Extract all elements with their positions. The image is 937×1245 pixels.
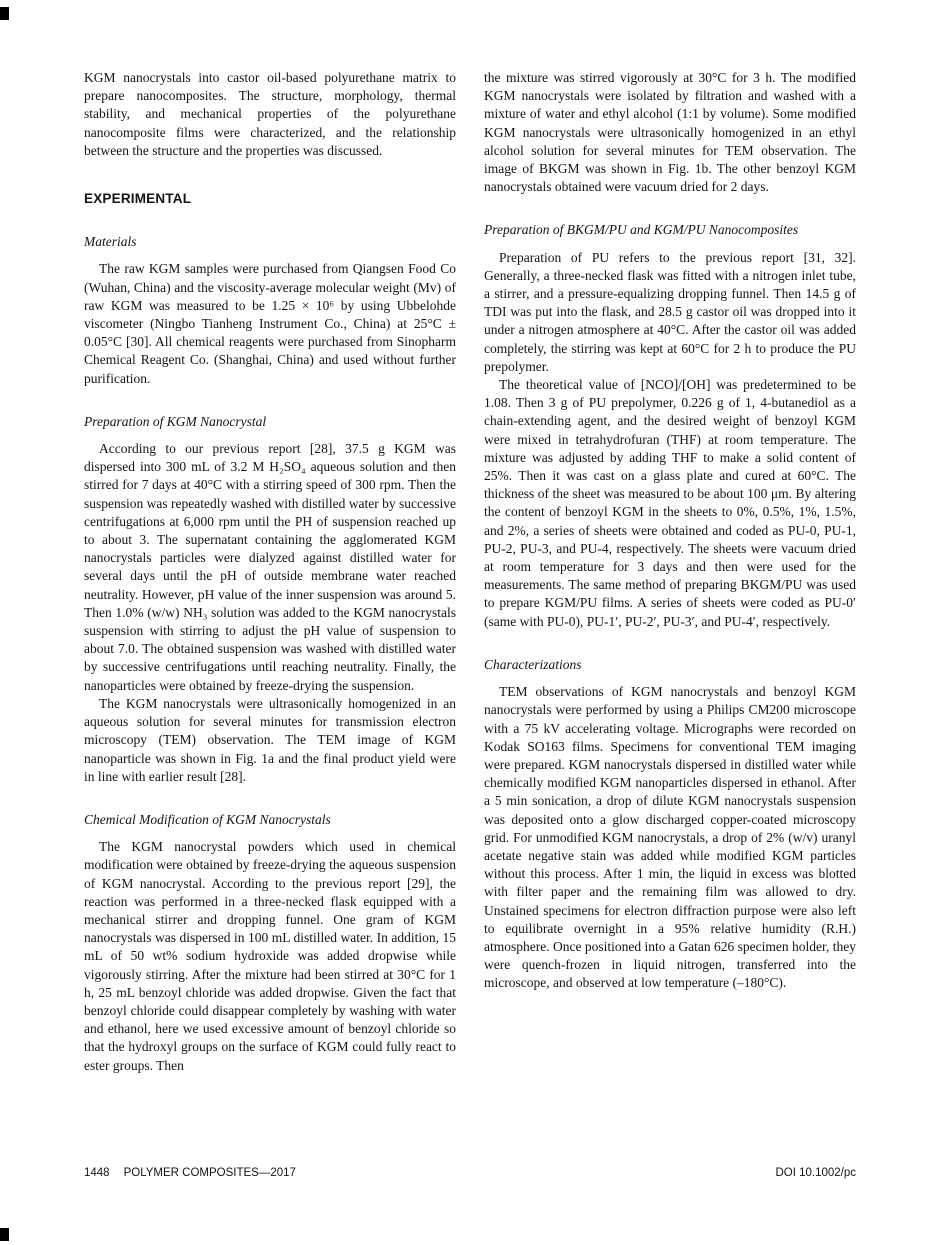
paragraph-sheet-preparation: The theoretical value of [NCO]/[OH] was predetermined to be 1.08. Then 3 g of PU prepolymer, 0.226 g of 1, 4-butanediol as a chain-extending agent, and the desired weight of benzoyl KGM were mixed in tetrahydrofuran (THF) at room temperature. The mixture was adjusted by adding THF to make a solid content of 25%. Then it was cast on a glass plate and cured at 60°C. The thickness of the sheet was measured to be about 100 μm. By altering the content of benzoyl KGM in the sheets to 0%, 0.5%, 1%, 1.5%, and 2%, a series of sheets were obtained and coded as PU-0, PU-1, PU-2, PU-3, and PU-4, respectively. The sheets were vacuum dried at room temperature for 3 days and then were used for the measurements. The same method of preparing BKGM/PU was used to prepare KGM/PU films. A series of sheets were coded as PU-0′ (same with PU-0), PU-1′, PU-2′, PU-3′, and PU-4′, respectively. (484, 377, 856, 629)
doi-label: DOI 10.1002/pc (775, 1167, 856, 1179)
scan-mark-bottom (0, 1228, 9, 1241)
paragraph-intro-continuation: KGM nanocrystals into castor oil-based polyurethane matrix to prepare nanocomposites. The structure, morphology, thermal stability, and mechanical properties of the polyurethane nanocomposite films were characterized, and the relationship between the structure and the properties was discussed. (84, 70, 456, 158)
paragraph-preparation-pu: Preparation of PU refers to the previous report [31, 32]. Generally, a three-necked flask was fitted with a nitrogen inlet tube, a stirrer, and a pressure-equalizing dropping funnel. Then 14.5 g of TDI was put into the flask, and 28.5 g castor oil was dropped into it under a nitrogen atmosphere at 40°C. After the castor oil was added completely, the stirring was kept at 60°C for 2 h to produce the PU prepolymer. (484, 249, 856, 374)
subsection-heading-chemical-modification: Chemical Modification of KGM Nanocrystals (84, 811, 331, 827)
footer-left (84, 1167, 296, 1179)
subsection-heading-preparation-nanocomposites: Preparation of BKGM/PU and KGM/PU Nanocomposites (484, 222, 799, 238)
page-number: 1448 (84, 1167, 110, 1179)
page-body (84, 69, 856, 1075)
paragraph-preparation-kgm-2: The KGM nanocrystals were ultrasonically homogenized in an aqueous solution for several minutes for transmission electron microscopy (TEM) observation. The TEM image of KGM nanoparticle was shown in Fig. 1a and the final product yield were in line with earlier result [28]. (84, 695, 456, 784)
paragraph-chemical-modification: The KGM nanocrystal powders which used in chemical modification were obtained by freeze-drying the aqueous suspension of KGM nanocrystal. According to the previous report [29], the reaction was performed in a three-necked flask equipped with a mechanical stirrer and dropping funnel. One gram of KGM nanocrystals was dispersed in 100 mL distilled water. In addition, 15 mL of 50 wt% sodium hydroxide was added dropwise while vigorously stirring. After the mixture had been stirred at 30°C for 1 h, 25 mL benzoyl chloride was added dropwise. Given the fact that benzoyl chloride could disappear completely by washing with water and ethanol, here we used excessive amount of benzoyl chloride so that the hydroxyl groups on the surface of KGM could fully react to ester groups. Then (84, 839, 456, 1073)
paragraph-materials: The raw KGM samples were purchased from Qiangsen Food Co (Wuhan, China) and the viscosity-average molecular weight (Mv) of raw KGM was measured to be 1.25 × 10⁶ by using Ubbelohde viscometer (Ningbo Tianheng Instrument Co., China) at 25°C ± 0.05°C [30]. All chemical reagents were purchased from Sinopharm Chemical Reagent Co. (Shanghai, China) and used without further purification. (84, 261, 456, 386)
subsection-heading-preparation-kgm-nanocrystal: Preparation of KGM Nanocrystal (84, 413, 267, 429)
left-column (84, 69, 456, 1075)
scan-mark-top (0, 7, 9, 20)
subsection-heading-materials: Materials (84, 234, 137, 250)
paragraph-preparation-kgm-1: According to our previous report [28], 37.5 g KGM was dispersed into 300 mL of 3.2 M H₂SO₄ aqueous solution and then stirred for 7 days at 40°C with a stirring speed of 300 rpm. Then the suspension was repeatedly washed with distilled water by successive centrifugations at 6,000 rpm until the PH of suspension reached up to about 3. The supernatant containing the agglomerated KGM nanocrystals particles were dialyzed against distilled water for several days until the pH of outside membrane water reached neutrality. However, pH value of the inner suspension was around 5. Then 1.0% (w/w) NH₃ solution was added to the KGM nanocrystals suspension with stirring to adjust the pH value of suspension to about 7.0. The obtained suspension was washed with distilled water by successive centrifugations until reaching neutrality. Finally, the nanoparticles were obtained by freeze-drying the suspension. (84, 441, 456, 693)
paragraph-modification-continuation: the mixture was stirred vigorously at 30°C for 3 h. The modified KGM nanocrystals were isolated by filtration and washed with a mixture of water and ethyl alcohol (1:1 by volume). Some modified KGM nanocrystals were ultrasonically homogenized in an ethyl alcohol solution for several minutes for TEM observation. The image of BKGM was shown in Fig. 1b. The other benzoyl KGM nanocrystals obtained were vacuum dried for 2 days. (484, 70, 856, 195)
section-heading-experimental: EXPERIMENTAL (84, 191, 192, 207)
right-column (484, 69, 856, 1075)
journal-name: POLYMER COMPOSITES—2017 (123, 1167, 296, 1179)
page-footer (84, 1167, 856, 1179)
subsection-heading-characterizations: Characterizations (484, 656, 582, 672)
paragraph-characterizations: TEM observations of KGM nanocrystals and benzoyl KGM nanocrystals were performed by using a Philips CM200 microscope with a 75 kV accelerating voltage. Micrographs were recorded on Kodak SO163 films. Specimens for conventional TEM imaging were prepared. KGM nanocrystals dispersed in distilled water while chemically modified KGM nanoparticles dispersed in ethanol. After a 5 min sonication, a drop of dilute KGM nanocrystals suspension was deposited onto a glow discharged copper-coated microscopy grid. For unmodified KGM nanocrystals, a drop of 2% (w/v) uranyl acetate negative stain was added while modified KGM particles without this process. After 1 min, the liquid in excess was blotted with filter paper and the remaining film was allowed to dry. Unstained specimens for electron diffraction purpose were also left to equilibrate overnight in a 95% relative humidity (R.H.) atmosphere. Once positioned into a Gatan 626 specimen holder, they were quench-frozen in liquid nitrogen, transferred into the microscope, and observed at low temperature (–180°C). (484, 684, 856, 991)
